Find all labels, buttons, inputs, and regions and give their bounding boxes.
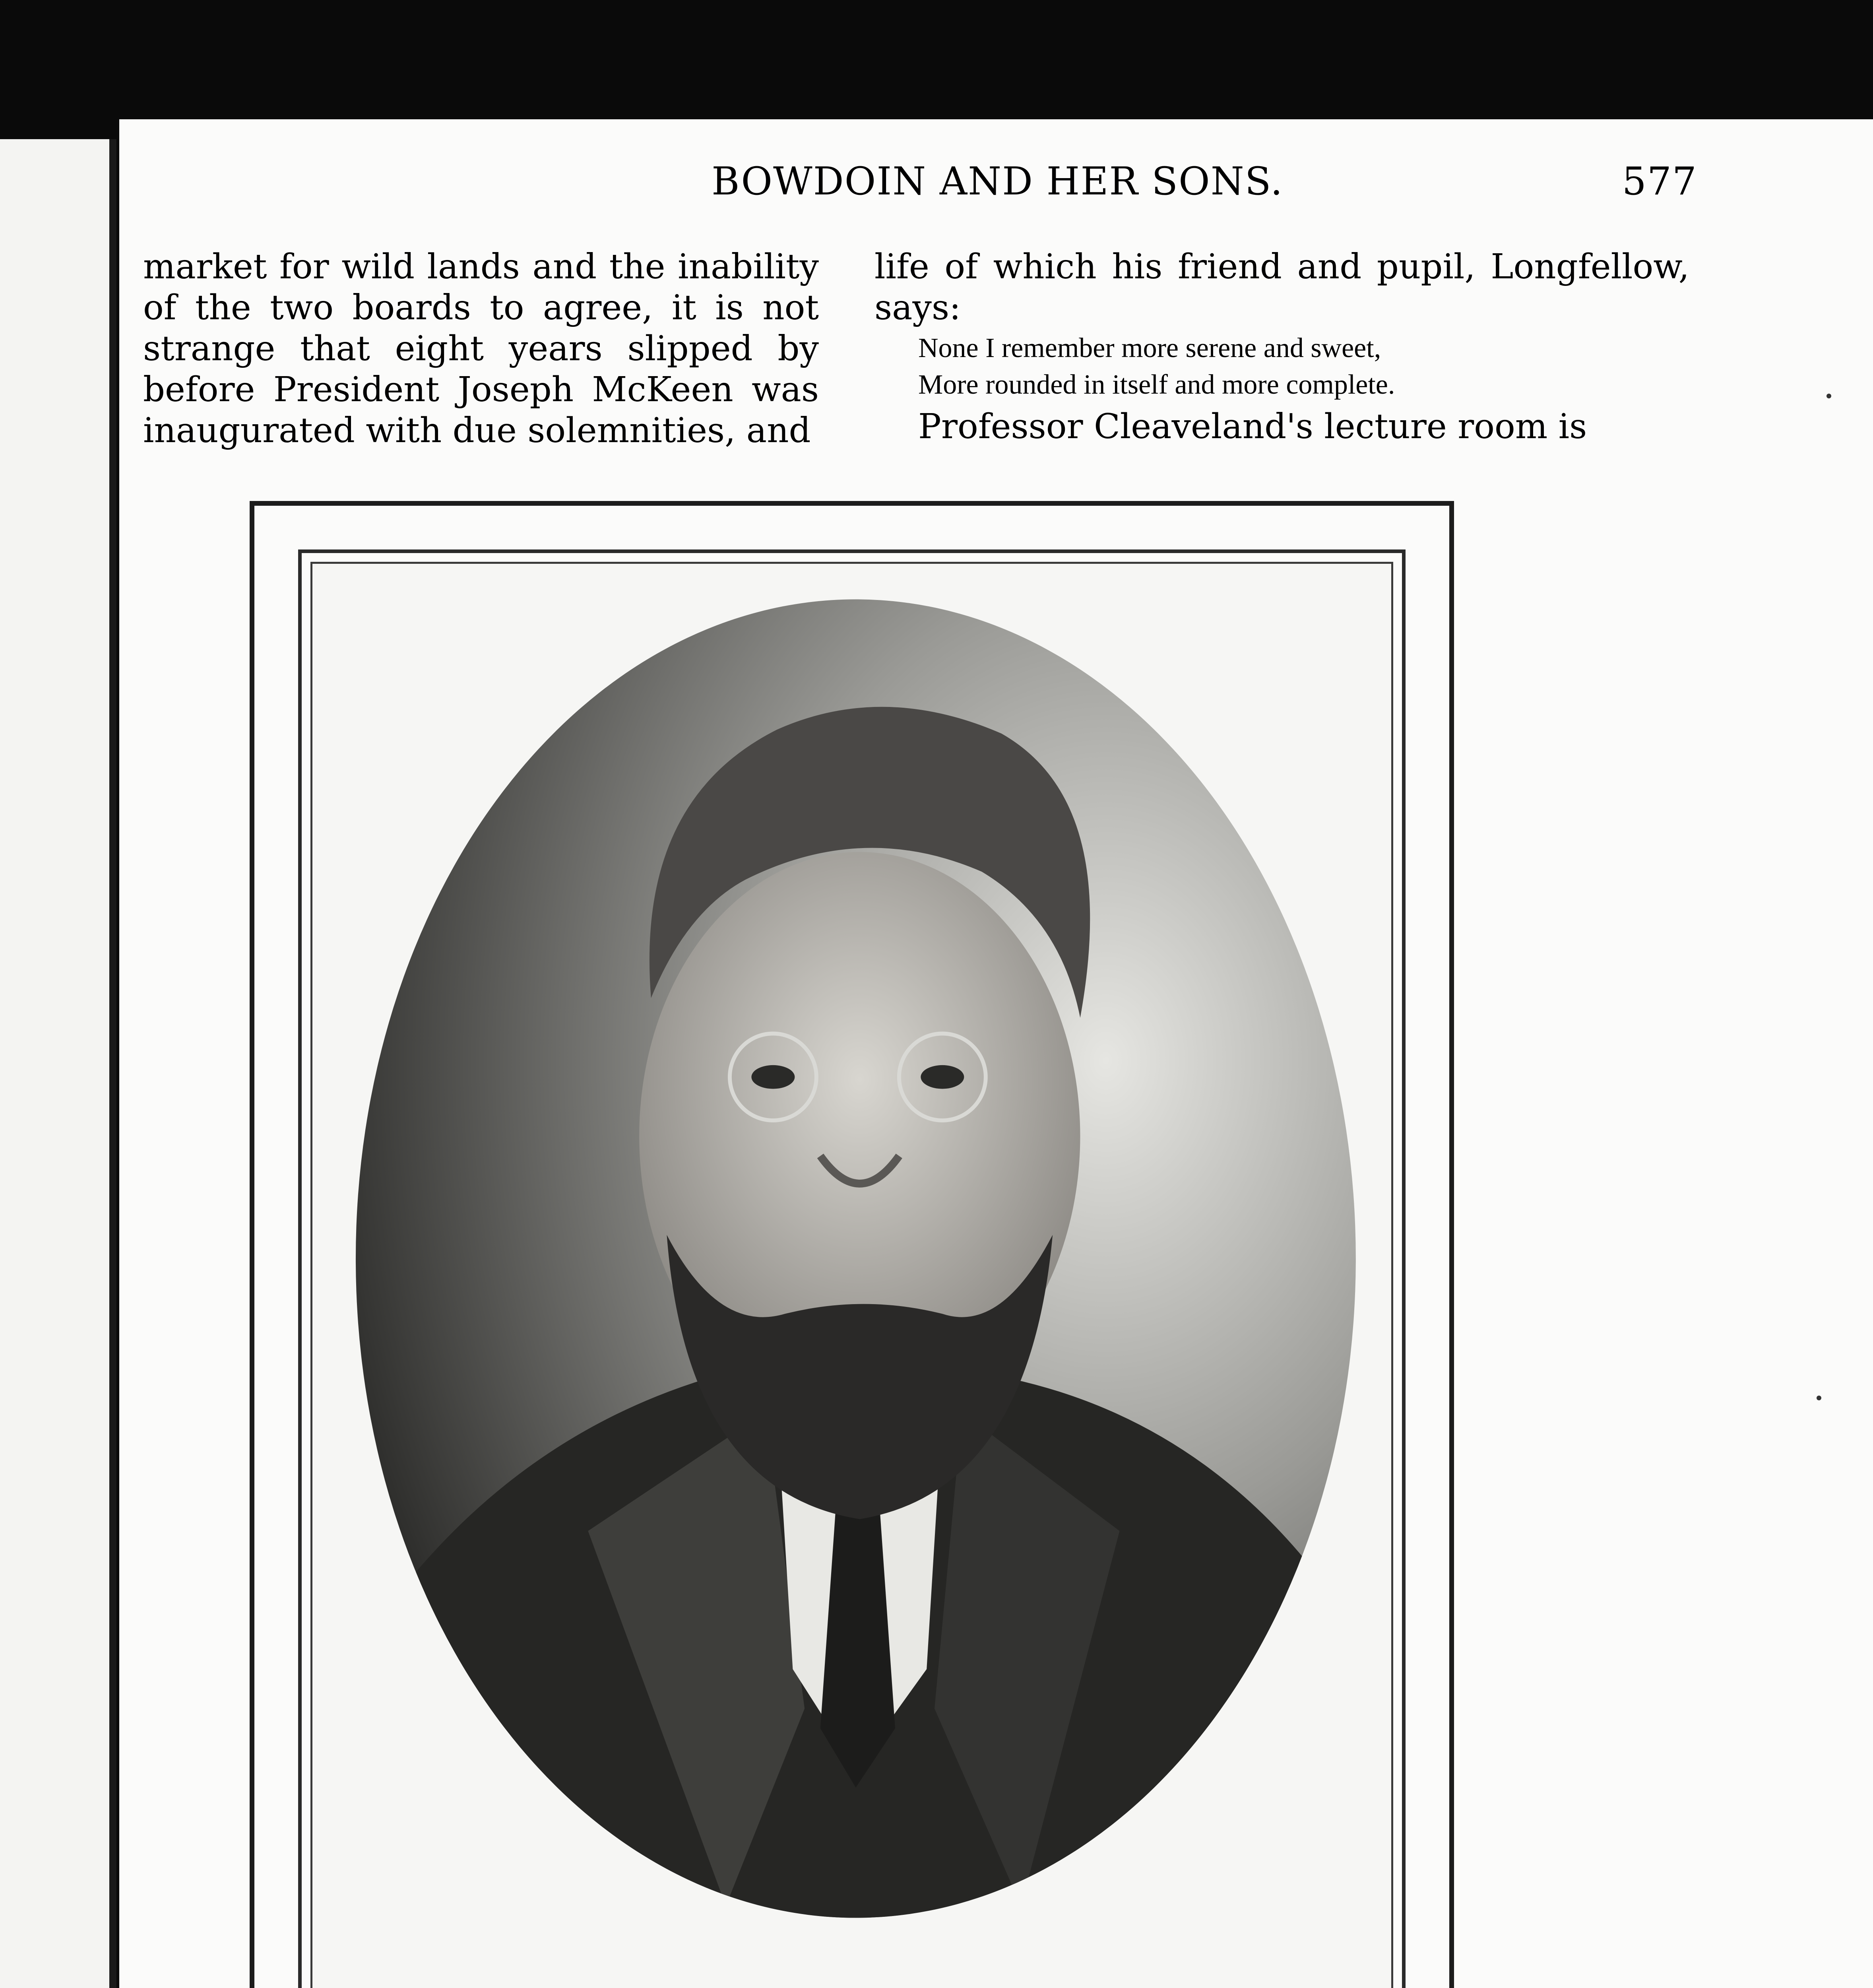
paragraph: Professor Cleaveland's lecture room is xyxy=(918,407,1587,447)
top-right-column xyxy=(874,247,1689,447)
portrait-plate xyxy=(250,501,1454,1988)
plate-frame xyxy=(298,549,1406,1988)
paragraph: market for wild lands and the inability of the two boards to agree, it is not strange that eight years slipped by before President Joseph McKeen was inaugurated with due solemnities, and xyxy=(143,247,819,450)
top-left-column xyxy=(143,247,819,451)
portrait-photograph xyxy=(312,564,1391,1988)
verse-line: More rounded in itself and more complete. xyxy=(918,369,1395,400)
running-title: BOWDOIN AND HER SONS. xyxy=(712,159,1284,204)
running-header xyxy=(600,159,1697,211)
page-number: 577 xyxy=(1622,159,1697,204)
plate-inner-frame xyxy=(310,562,1393,1988)
paragraph: life of which his friend and pupil, Longfellow, says: xyxy=(874,247,1689,328)
verse-quote xyxy=(874,330,1689,403)
facing-page-edge xyxy=(0,139,116,1988)
verse-line: None I remember more serene and sweet, xyxy=(918,333,1381,363)
